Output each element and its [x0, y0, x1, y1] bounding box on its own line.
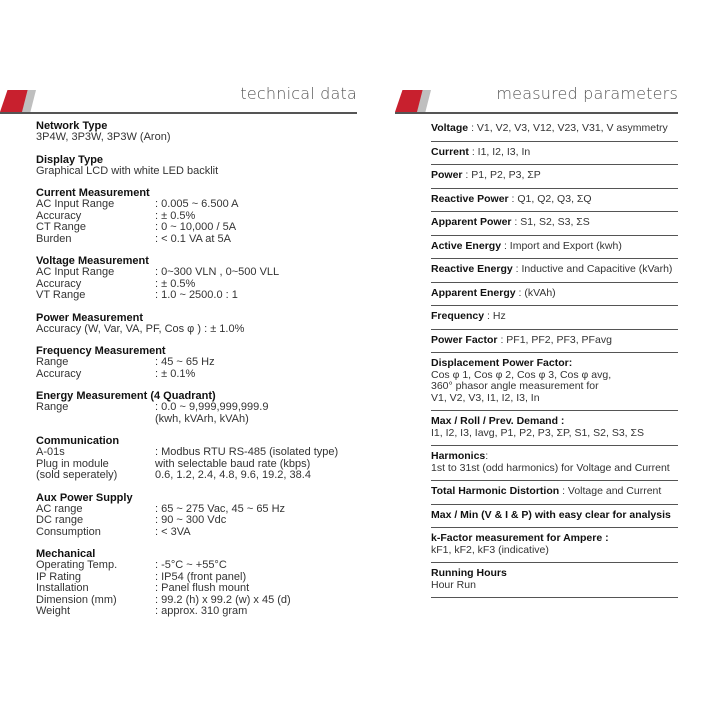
- spec-value: : Modbus RTU RS-485 (isolated type): [155, 446, 339, 458]
- param-text: Hour Run: [431, 578, 476, 591]
- spec-key: Range: [36, 401, 69, 413]
- param-text: : Import and Export (kwh): [501, 239, 622, 252]
- param-text: kF1, kF2, kF3 (indicative): [431, 543, 549, 556]
- param-label: Apparent Power: [431, 216, 512, 228]
- technical-data-panel: [36, 120, 361, 628]
- spec-key: A-01s: [36, 446, 65, 458]
- spec-key: [36, 414, 155, 426]
- param-text: : Q1, Q2, Q3, ΣQ: [508, 192, 592, 205]
- param-text: : (kVAh): [515, 286, 556, 299]
- spec-key: Installation: [36, 582, 89, 594]
- param-label: Max / Roll / Prev. Demand :: [431, 415, 565, 427]
- spec-row: [36, 583, 361, 595]
- section-title: Display Type: [36, 153, 104, 166]
- spec-row: [36, 267, 361, 279]
- spec-value: : 0~300 VLN , 0~500 VLL: [155, 266, 280, 278]
- spec-row: [36, 527, 361, 539]
- param-frequency: [431, 306, 678, 330]
- param-label: Active Energy: [431, 239, 502, 252]
- measured-parameters-header: [395, 84, 678, 114]
- param-text: 360° phasor angle measurement for: [431, 380, 599, 392]
- voltage-measurement-section: [36, 255, 361, 302]
- param-text: : P1, P2, P3, ΣP: [462, 169, 541, 181]
- param-text: : V1, V2, V3, V12, V23, V31, V asymmetry: [468, 122, 668, 134]
- spec-key: DC range: [36, 514, 84, 526]
- param-voltage: [431, 118, 678, 142]
- technical-data-header: [0, 84, 357, 114]
- section-text: 3P4W, 3P3W, 3P3W (Aron): [36, 131, 171, 143]
- spec-key: AC Input Range: [36, 266, 115, 278]
- spec-value: : IP54 (front panel): [155, 570, 247, 583]
- param-label: Power Factor: [431, 333, 498, 346]
- param-text: : Hz: [484, 310, 506, 322]
- spec-key: CT Range: [36, 221, 86, 233]
- communication-section: [36, 435, 361, 482]
- param-text: : I1, I2, I3, In: [468, 145, 531, 158]
- param-apparent-energy: [431, 283, 678, 307]
- param-displacement-power-factor: [431, 353, 678, 411]
- spec-value: : 0.0 ~ 9,999,999,999.9: [155, 401, 269, 413]
- param-label: Voltage: [431, 122, 469, 134]
- spec-value: : ± 0.5%: [155, 277, 196, 290]
- spec-key: AC Input Range: [36, 198, 115, 210]
- section-title: Power Measurement: [36, 311, 143, 324]
- spec-key: Weight: [36, 605, 71, 617]
- spec-row: [36, 515, 361, 527]
- spec-key: Range: [36, 356, 69, 368]
- header-rule: [395, 112, 678, 114]
- current-measurement-section: [36, 187, 361, 245]
- spec-key: Accuracy: [36, 209, 82, 222]
- section-title: Current Measurement: [36, 187, 150, 199]
- param-label: Reactive Energy: [431, 263, 513, 275]
- param-text: : Voltage and Current: [559, 485, 662, 497]
- measured-parameters-title: measured parameters: [496, 84, 678, 103]
- section-title: Voltage Measurement: [36, 255, 149, 267]
- param-label: Total Harmonic Distortion: [431, 485, 560, 497]
- spec-row: [36, 357, 361, 369]
- param-label: Harmonics: [431, 450, 486, 462]
- measured-parameters-panel: [431, 118, 678, 598]
- param-max-min: [431, 505, 678, 529]
- spec-value: (kwh, kVArh, kVAh): [155, 412, 249, 425]
- param-label: Displacement Power Factor:: [431, 357, 573, 369]
- network-type-section: [36, 120, 361, 144]
- spec-row: [36, 470, 361, 482]
- spec-value: : 45 ~ 65 Hz: [155, 356, 215, 368]
- energy-measurement-section: [36, 390, 361, 425]
- spec-value: 0.6, 1.2, 2.4, 4.8, 9.6, 19.2, 38.4: [155, 469, 311, 481]
- display-type-section: [36, 154, 361, 178]
- spec-row: [36, 369, 361, 381]
- mechanical-section: [36, 548, 361, 618]
- param-suffix: :: [485, 450, 489, 462]
- spec-value: : -5°C ~ +55°C: [155, 559, 227, 571]
- param-apparent-power: [431, 212, 678, 236]
- spec-value: with selectable baud rate (kbps): [155, 457, 311, 470]
- param-label: Frequency: [431, 310, 485, 322]
- spec-key: VT Range: [36, 289, 86, 301]
- param-label: Current: [431, 145, 469, 158]
- spec-key: Accuracy: [36, 277, 82, 290]
- param-text: I1, I2, I3, Iavg, P1, P2, P3, ΣP, S1, S2, S3, ΣS: [431, 426, 644, 439]
- spec-key: Plug in module: [36, 457, 109, 470]
- param-text: Cos φ 1, Cos φ 2, Cos φ 3, Cos φ avg,: [431, 368, 612, 381]
- param-label: Power: [431, 169, 463, 181]
- param-label: Reactive Power: [431, 192, 509, 205]
- technical-data-title: technical data: [240, 84, 357, 103]
- param-label: Running Hours: [431, 567, 507, 579]
- param-reactive-energy: [431, 259, 678, 283]
- param-reactive-power: [431, 189, 678, 213]
- section-title: Network Type: [36, 120, 108, 132]
- spec-value: : 99.2 (h) x 99.2 (w) x 45 (d): [155, 593, 291, 606]
- spec-key: Accuracy: [36, 367, 82, 380]
- section-title: Energy Measurement (4 Quadrant): [36, 390, 216, 402]
- frequency-measurement-section: [36, 345, 361, 380]
- param-k-factor: [431, 528, 678, 563]
- spec-row: [36, 606, 361, 618]
- spec-value: : approx. 310 gram: [155, 605, 248, 617]
- param-text: V1, V2, V3, I1, I2, I3, In: [431, 391, 540, 404]
- spec-value: : < 3VA: [155, 525, 191, 538]
- spec-value: : ± 0.5%: [155, 209, 196, 222]
- param-text: 1st to 31st (odd harmonics) for Voltage and Current: [431, 461, 670, 474]
- param-current: [431, 142, 678, 166]
- param-text: : S1, S2, S3, ΣS: [511, 216, 590, 228]
- param-active-energy: [431, 236, 678, 260]
- param-thd: [431, 481, 678, 505]
- param-power: [431, 165, 678, 189]
- spec-value: : 1.0 ~ 2500.0 : 1: [155, 289, 238, 301]
- spec-row: [36, 402, 361, 414]
- spec-value: : 0 ~ 10,000 / 5A: [155, 221, 237, 233]
- power-measurement-section: [36, 312, 361, 336]
- param-running-hours: [431, 563, 678, 598]
- section-text: Graphical LCD with white LED backlit: [36, 164, 219, 177]
- section-title: Frequency Measurement: [36, 345, 166, 357]
- spec-row: [36, 234, 361, 246]
- param-text: : PF1, PF2, PF3, PFavg: [497, 333, 612, 346]
- param-text: : Inductive and Capacitive (kVarh): [512, 263, 673, 275]
- spec-row: [36, 199, 361, 211]
- param-harmonics: [431, 446, 678, 481]
- spec-value: : Panel flush mount: [155, 582, 250, 594]
- spec-row: [36, 560, 361, 572]
- section-text: Accuracy (W, Var, VA, PF, Cos φ ) : ± 1.0%: [36, 322, 245, 335]
- spec-value: : < 0.1 VA at 5A: [155, 232, 231, 245]
- section-title: Aux Power Supply: [36, 491, 133, 504]
- spec-key: Consumption: [36, 525, 101, 538]
- spec-row: [36, 414, 361, 426]
- spec-row: [36, 447, 361, 459]
- param-power-factor: [431, 330, 678, 354]
- param-label: k-Factor measurement for Ampere :: [431, 532, 609, 544]
- spec-key: IP Rating: [36, 570, 82, 583]
- spec-value: : ± 0.1%: [155, 367, 196, 380]
- param-max-roll-demand: [431, 411, 678, 446]
- param-label: Max / Min (V & I & P) with easy clear for analysis: [431, 508, 671, 521]
- spec-value: : 65 ~ 275 Vac, 45 ~ 65 Hz: [155, 502, 286, 515]
- spec-key: (sold seperately): [36, 469, 118, 481]
- spec-row: [36, 222, 361, 234]
- spec-key: Operating Temp.: [36, 559, 118, 571]
- spec-value: : 90 ~ 300 Vdc: [155, 514, 227, 526]
- spec-value: : 0.005 ~ 6.500 A: [155, 198, 239, 210]
- aux-power-supply-section: [36, 492, 361, 539]
- spec-key: Burden: [36, 232, 72, 245]
- param-label: Apparent Energy: [431, 286, 516, 299]
- header-rule: [0, 112, 357, 114]
- spec-row: [36, 290, 361, 302]
- spec-key: Dimension (mm): [36, 593, 117, 606]
- spec-key: AC range: [36, 502, 83, 515]
- section-title: Mechanical: [36, 548, 96, 560]
- section-title: Communication: [36, 435, 120, 447]
